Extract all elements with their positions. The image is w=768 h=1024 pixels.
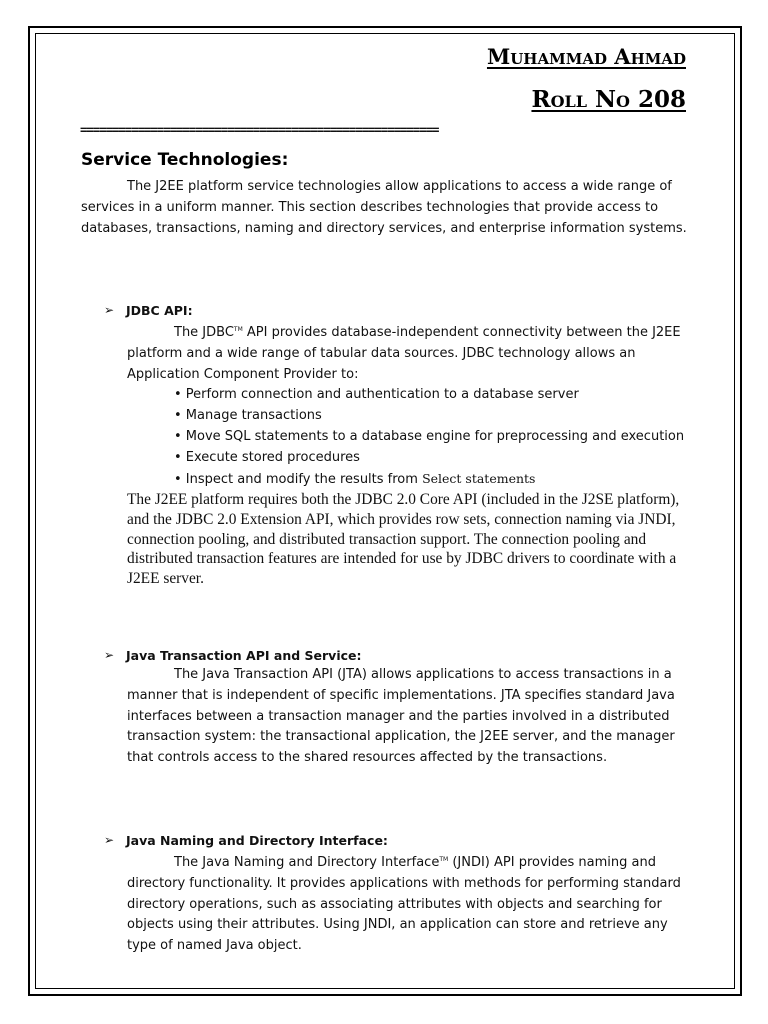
- jndi-section: [104, 830, 688, 957]
- jdbc-p-rest: API provides database-independent connectivity between the J2EE platform and a wide range of tabular data sources. JDBC technology allows an Application Component Provider to:: [127, 325, 681, 382]
- trademark-mark: TM: [233, 326, 243, 333]
- jta-heading-row: [104, 645, 688, 665]
- separator-line: ========================================================: [80, 122, 439, 137]
- jndi-p-rest: (JNDI) API provides naming and directory functionality. It provides applications with methods for performing standard directory operations, such as associating attributes with objects and searching for objects using their attributes. Using JNDI, an application can store and retrieve any type of named Java object.: [127, 855, 681, 954]
- list-item: • Manage transactions: [174, 408, 322, 424]
- jta-heading: Java Transaction API and Service:: [126, 647, 362, 663]
- jdbc-section: [104, 300, 688, 588]
- jdbc-heading: JDBC API:: [126, 302, 193, 318]
- list-item: [174, 469, 688, 491]
- list-item: • Execute stored procedures: [174, 449, 360, 465]
- author-name: Muhammad Ahmad: [486, 44, 686, 69]
- jta-section: [104, 645, 688, 769]
- arrow-bullet-icon: ➢: [104, 833, 115, 847]
- jdbc-p-start: The JDBC: [174, 325, 234, 340]
- jdbc-paragraph: [127, 320, 688, 385]
- roll-number: Roll No 208: [531, 86, 686, 113]
- jndi-paragraph: [127, 850, 688, 957]
- trademark-mark: TM: [439, 856, 449, 863]
- list-item: • Perform connection and authentication to a database server: [174, 387, 579, 403]
- jndi-heading: Java Naming and Directory Interface:: [126, 832, 388, 848]
- intro-paragraph: The J2EE platform service technologies allow applications to access a wide range of services in a uniform manner. This section describes technologies that provide access to databases, transactions, naming and directory services, and enterprise information systems.: [81, 179, 687, 236]
- list-item-text: • Inspect and modify the results from: [174, 471, 423, 487]
- arrow-bullet-icon: ➢: [104, 648, 115, 662]
- arrow-bullet-icon: ➢: [104, 303, 115, 317]
- jndi-heading-row: [104, 830, 688, 850]
- list-item-code-text: Select statements: [422, 470, 536, 486]
- jndi-p-start: The Java Naming and Directory Interface: [174, 855, 440, 870]
- jdbc-heading-row: [104, 300, 688, 320]
- jdbc-requirements-paragraph: The J2EE platform requires both the JDBC 2.0 Core API (included in the J2SE platform), and the JDBC 2.0 Extension API, which provides row sets, connection naming via JNDI, connection pooling, and distributed transaction support. The connection pooling and distributed transaction features are intended for use by JDBC drivers to coordinate with a J2EE server.: [127, 491, 680, 587]
- page-title: Service Technologies:: [81, 150, 289, 170]
- list-item: • Move SQL statements to a database engine for preprocessing and execution: [174, 428, 685, 444]
- jta-paragraph: The Java Transaction API (JTA) allows applications to access transactions in a manner that is independent of specific implementations. JTA specifies standard Java interfaces between a transaction manager and the parties involved in a distributed transaction system: the transactional application, the J2EE server, and the manager that controls access to the shared resources affected by the transactions.: [127, 667, 675, 766]
